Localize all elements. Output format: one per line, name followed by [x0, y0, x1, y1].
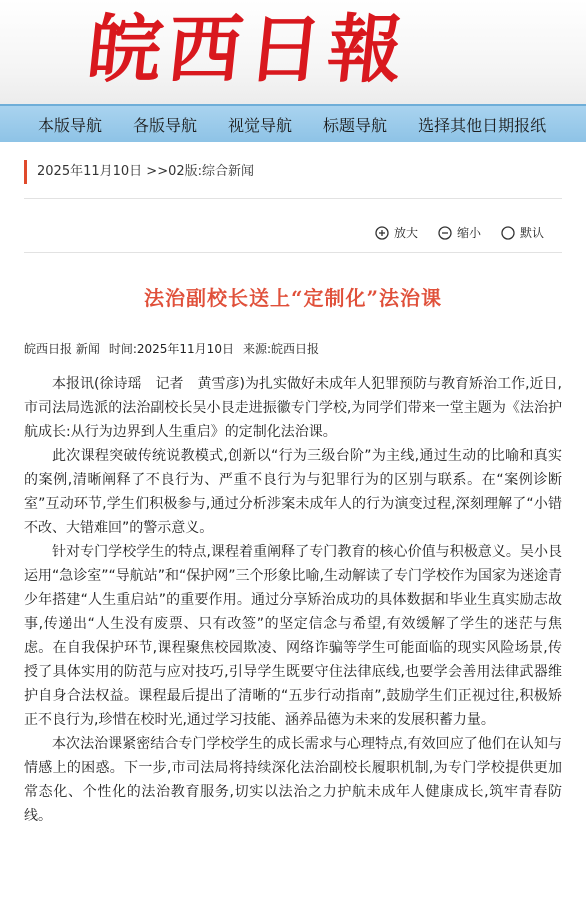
nav-item-this-page[interactable]: 本版导航: [38, 115, 103, 135]
divider: [24, 198, 562, 199]
nav-item-visual[interactable]: 视觉导航: [228, 115, 293, 135]
meta-source: 皖西日报 新闻: [24, 342, 100, 356]
divider: [24, 252, 562, 253]
article-paragraph: 本报讯(徐诗瑶 记者 黄雪彦)为扎实做好未成年人犯罪预防与教育矫治工作,近日,市司法局选派的法治副校长吴小艮走进振徽专门学校,为同学们带来一堂主题为《法治护航成长:从行为边界到人生重启》的定制化法治课。: [24, 376, 562, 440]
article-paragraph: 本次法治课紧密结合专门学校学生的成长需求与心理特点,有效回应了他们在认知与情感上的困惑。下一步,市司法局将持续深化法治副校长履职机制,为专门学校提供更加常态化、个性化的法治教育服务,切实以法治之力护航未成年人健康成长,筑牢青春防线。: [24, 736, 562, 824]
article-meta: [24, 340, 328, 357]
main-navbar: [0, 104, 586, 142]
shrink-button[interactable]: [438, 224, 481, 241]
shrink-label: 缩小: [456, 226, 481, 240]
nav-item-headlines[interactable]: 标题导航: [323, 115, 388, 135]
article-title: 法治副校长送上“定制化”法治课: [143, 286, 442, 310]
nav-item-other-dates[interactable]: 选择其他日期报纸: [418, 115, 547, 135]
article-body: [24, 372, 562, 828]
article-paragraph: 此次课程突破传统说教模式,创新以“行为三级台阶”为主线,通过生动的比喻和真实的案例,清晰阐释了不良行为、严重不良行为与犯罪行为的区别与联系。在“案例诊断室”互动环节,学生们积极参与,通过分析涉案未成年人的行为演变过程,深刻理解了“小错不改、大错难回”的警示意义。: [24, 448, 562, 536]
zoom-in-icon: [375, 226, 389, 240]
masthead: [0, 0, 586, 104]
nav-item-all-pages[interactable]: 各版导航: [133, 115, 198, 135]
newspaper-logo[interactable]: 皖西日報: [83, 7, 413, 93]
font-size-controls: [375, 224, 544, 241]
breadcrumb-separator: >>: [142, 164, 169, 179]
zoom-out-icon: [438, 226, 452, 240]
meta-origin: 来源:皖西日报: [242, 342, 319, 356]
reset-circle-icon: [501, 226, 515, 240]
enlarge-label: 放大: [393, 226, 418, 240]
article-paragraph: 针对专门学校学生的特点,课程着重阐释了专门教育的核心价值与积极意义。吴小艮运用“急诊室”“导航站”和“保护网”三个形象比喻,生动解读了专门学校作为国家为迷途青少年搭建“人生重启站”的重要作用。通过分享矫治成功的具体数据和毕业生真实励志故事,传递出“人生没有废票、只有改签”的坚定信念与希望,有效缓解了学生的迷茫与焦虑。在自我保护环节,课程聚焦校园欺凌、网络诈骗等学生可能面临的现实风险场景,传授了具体实用的防范与应对技巧,引导学生既要守住法律底线,也要学会善用法律武器维护自身合法权益。课程最后提出了清晰的“五步行动指南”,鼓励学生们正视过往,积极矫正不良行为,珍惜在校时光,通过学习技能、涵养品德为未来的发展积蓄力量。: [24, 544, 562, 728]
default-size-button[interactable]: [501, 224, 544, 241]
breadcrumb-section[interactable]: 02版:综合新闻: [168, 164, 255, 179]
breadcrumb-date[interactable]: 2025年11月10日: [37, 164, 143, 179]
meta-time: 时间:2025年11月10日: [108, 342, 234, 356]
default-label: 默认: [519, 226, 544, 240]
breadcrumb: [24, 160, 254, 184]
enlarge-button[interactable]: [375, 224, 418, 241]
